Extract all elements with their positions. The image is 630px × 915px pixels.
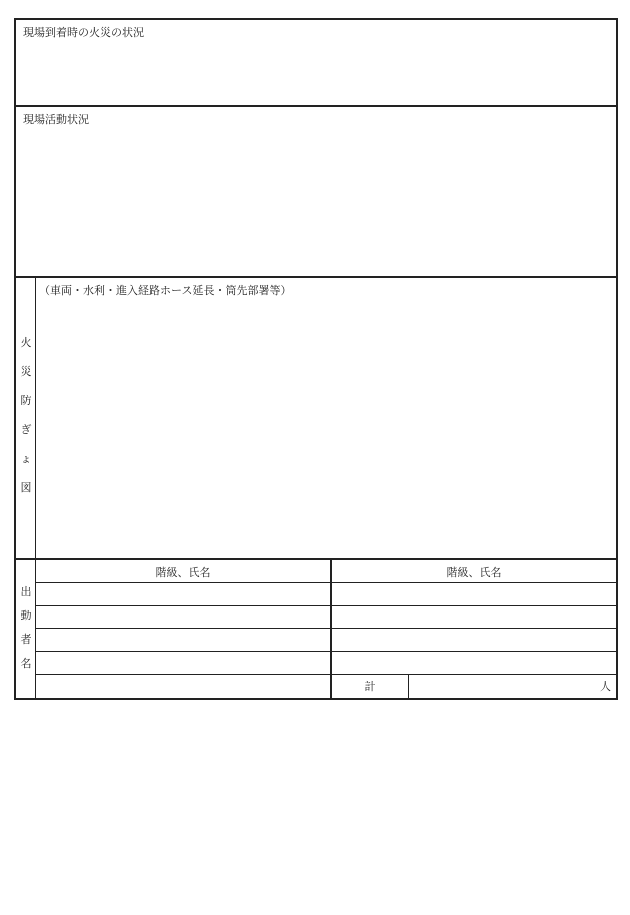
diagram-side-char: 防	[20, 394, 32, 407]
column-header-right: 階級、氏名	[446, 566, 502, 579]
personnel-side-char: 出	[20, 585, 32, 598]
activity-section-label: 現場活動状況	[23, 113, 89, 126]
arrival-section	[14, 18, 618, 107]
activity-section	[14, 105, 618, 278]
diagram-section	[14, 276, 618, 560]
total-label: 計	[364, 680, 376, 693]
personnel-side-label	[16, 580, 36, 676]
row-line	[36, 651, 616, 652]
personnel-side-char: 名	[20, 657, 32, 670]
diagram-side-char: 図	[20, 481, 32, 494]
total-unit: 人	[600, 680, 611, 693]
column-header-left: 階級、氏名	[155, 566, 211, 579]
diagram-side-char: 火	[20, 336, 32, 349]
diagram-side-label	[16, 328, 36, 502]
personnel-side-char: 動	[20, 609, 32, 622]
row-line	[36, 605, 616, 606]
row-line	[36, 582, 616, 583]
arrival-section-label: 現場到着時の火災の状況	[23, 26, 144, 39]
fire-report-form	[14, 18, 618, 700]
diagram-side-char: ぎ	[20, 423, 32, 436]
row-line	[36, 628, 616, 629]
personnel-section	[14, 558, 618, 700]
diagram-side-char: ょ	[20, 452, 32, 465]
row-line	[36, 674, 616, 675]
personnel-side-char: 者	[20, 633, 32, 646]
diagram-note: （車両・水利・進入経路ホース延長・筒先部署等）	[39, 284, 292, 297]
diagram-side-char: 災	[20, 365, 32, 378]
